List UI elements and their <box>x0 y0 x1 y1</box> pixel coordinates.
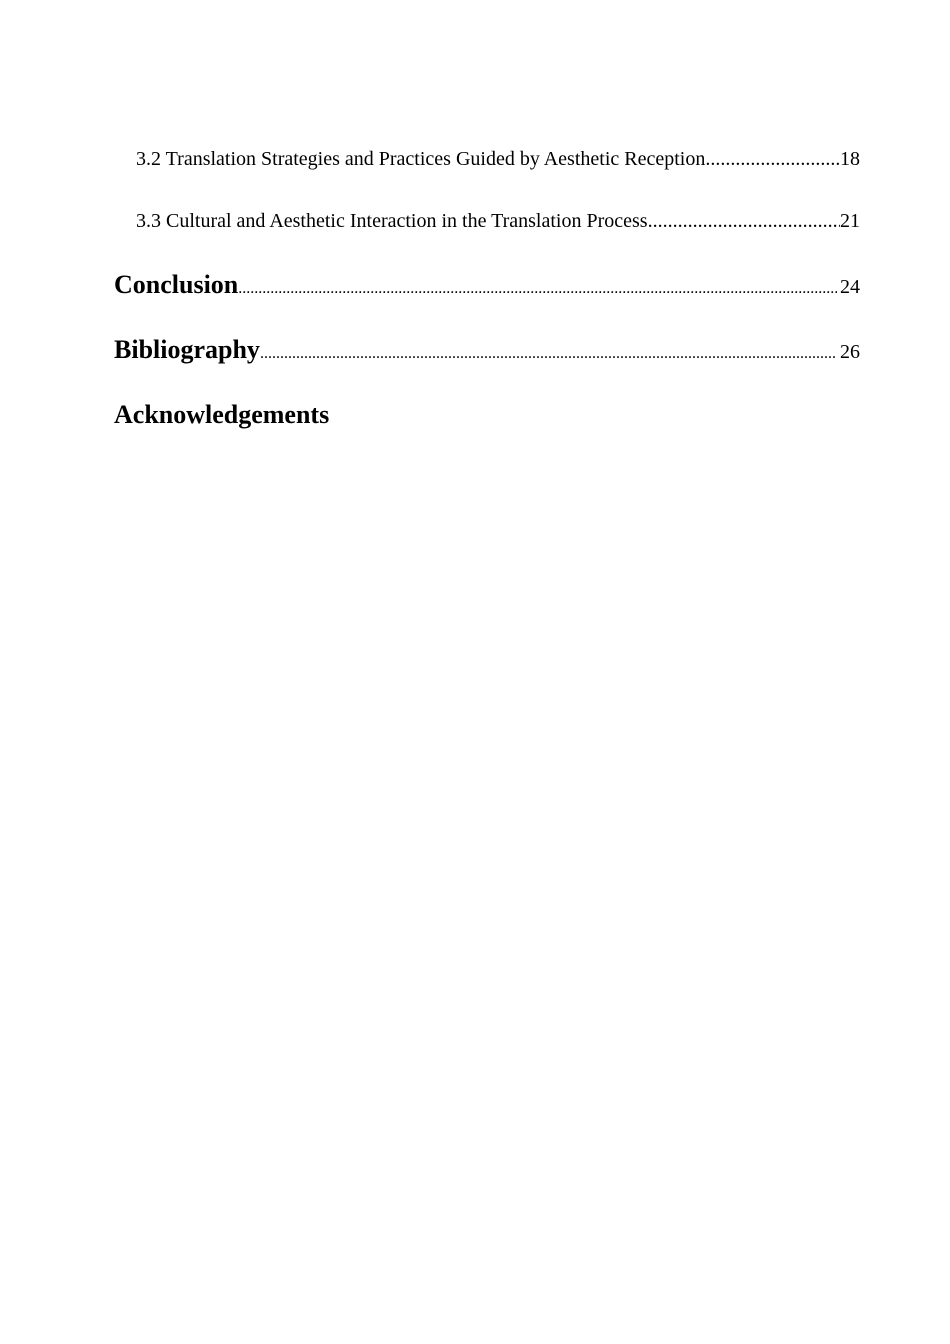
dot-leader <box>648 210 840 233</box>
dot-leader <box>260 345 837 363</box>
toc-entry-3-3[interactable] <box>136 210 860 233</box>
toc-page-number: 21 <box>840 210 860 232</box>
toc-page-number: 18 <box>840 148 860 170</box>
toc-entry-acknowledgements[interactable] <box>114 400 860 430</box>
toc-entry-title: 3.3 Cultural and Aesthetic Interaction in the Translation Process <box>136 210 648 232</box>
toc-page-number: 26 <box>840 341 860 363</box>
toc-page-number: 24 <box>840 276 860 298</box>
toc-entry-3-2[interactable] <box>136 148 860 171</box>
toc-entry-title: Conclusion <box>114 270 239 299</box>
dot-leader <box>705 148 840 171</box>
toc-entry-bibliography[interactable] <box>114 335 860 365</box>
toc-entry-title: Bibliography <box>114 335 260 364</box>
toc-entry-title: 3.2 Translation Strategies and Practices Guided by Aesthetic Reception <box>136 148 706 170</box>
dot-leader <box>238 280 837 298</box>
toc-entry-title: Acknowledgements <box>114 400 330 429</box>
toc-entry-conclusion[interactable] <box>114 270 860 300</box>
